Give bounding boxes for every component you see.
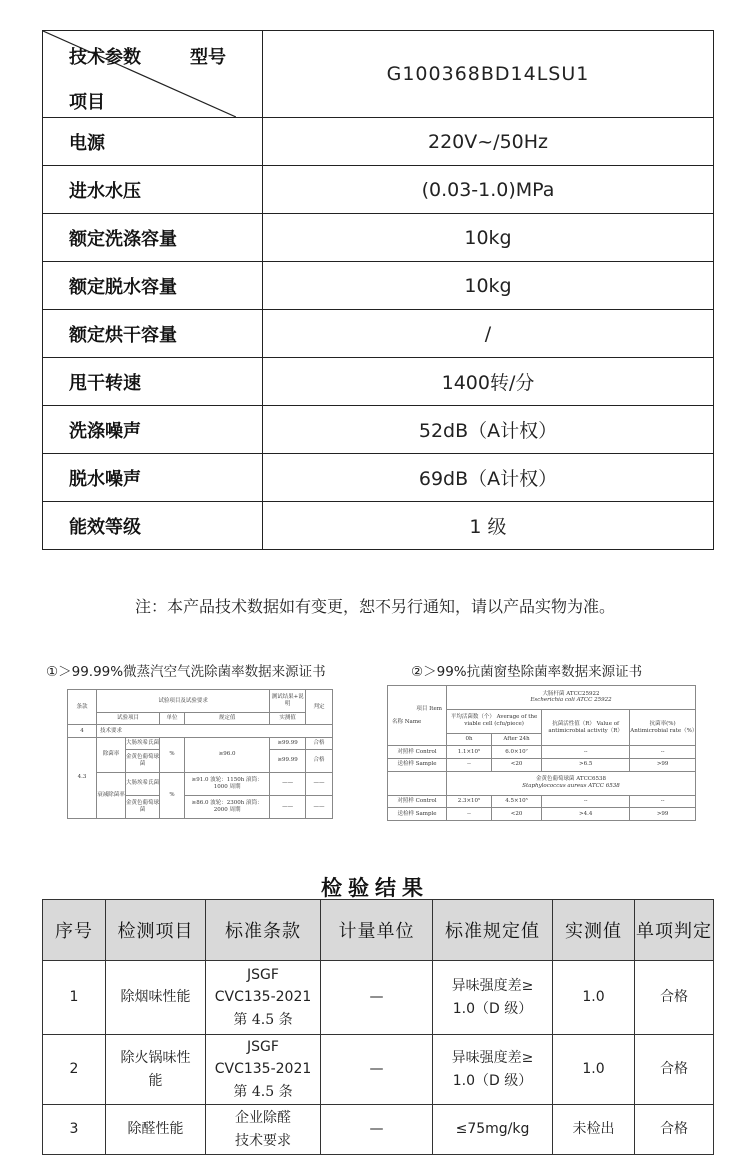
result-item: 除火锅味性能	[106, 1035, 206, 1105]
spec-row	[43, 214, 714, 262]
spec-row	[43, 358, 714, 406]
results-row	[43, 961, 714, 1035]
cert2-c-act: --	[542, 746, 630, 759]
cert2-s2-0h: --	[447, 808, 492, 821]
cert2-rate: 抗菌率(%) Antimicrobial rate（%）	[630, 709, 696, 746]
spec-label: 脱水噪声	[43, 454, 263, 502]
cert2-s-24h: <20	[491, 759, 541, 772]
spec-value: 10kg	[263, 214, 714, 262]
cert1-r4-no: 4	[68, 725, 97, 737]
spec-value: 1 级	[263, 502, 714, 550]
certificate-2	[387, 685, 696, 821]
spec-label: 额定脱水容量	[43, 262, 263, 310]
cert2-control: 对照样 Control	[388, 746, 447, 759]
result-clause-1: 企业除醛	[235, 1110, 291, 1127]
cert1-table	[67, 689, 333, 819]
spec-label: 能效等级	[43, 502, 263, 550]
cert2-s-act: >6.5	[542, 759, 630, 772]
cert1-g2-unit: %	[160, 772, 185, 818]
results-header-row	[43, 900, 714, 961]
spec-row	[43, 310, 714, 358]
cert2-s2-24h: <20	[491, 808, 541, 821]
cert2-c2-24h: 4.5×10⁵	[491, 795, 541, 808]
results-header-clause: 标准条款	[206, 900, 321, 961]
spec-row	[43, 454, 714, 502]
cert1-r4-text: 技术要求	[97, 725, 333, 737]
cert1-g1-b-val: ≥99.99	[270, 749, 306, 772]
result-clause	[206, 1105, 321, 1155]
cert1-h-judge: 判定	[306, 690, 333, 725]
result-std	[433, 1035, 553, 1105]
cert1-g1-a: 大肠埃希氏菌	[126, 737, 160, 749]
spec-value: /	[263, 310, 714, 358]
cert2-h-item: 项目 Item	[416, 705, 442, 712]
disclaimer-note: 注：本产品技术数据如有变更，恕不另行通知，请以产品实物为准。	[134, 597, 615, 616]
cert1-dash-b2: ——	[306, 795, 333, 818]
result-unit: —	[321, 961, 433, 1035]
cert2-s-rate: >99	[630, 759, 696, 772]
cert2-sample: 送检样 Sample	[388, 759, 447, 772]
cert2-table	[387, 685, 696, 821]
cert1-g2-spec-a: ≥91.0 波轮：1150h 滚筒：1000 周期	[185, 772, 270, 795]
cert1-g1: 除菌率	[97, 737, 126, 772]
spec-label: 额定洗涤容量	[43, 214, 263, 262]
results-table	[42, 899, 714, 1155]
results-title: 检验结果	[321, 875, 429, 900]
result-std-1: 异味强度差≥	[451, 1050, 534, 1067]
cert1-h-sub-item: 试验项目	[97, 713, 160, 725]
result-clause	[206, 1035, 321, 1105]
spec-value: 1400转/分	[263, 358, 714, 406]
result-measured: 1.0	[553, 961, 635, 1035]
result-judge: 合格	[635, 1105, 714, 1155]
cert2-h24: After 24h	[491, 733, 541, 746]
results-row	[43, 1035, 714, 1105]
results-header-std: 标准规定值	[433, 900, 553, 961]
result-measured: 1.0	[553, 1035, 635, 1105]
result-std-2: 1.0（D 级）	[452, 1000, 533, 1017]
cert2-control-2: 对照样 Control	[388, 795, 447, 808]
header-model-label: 型号	[190, 47, 226, 68]
cert1-r43-no: 4.3	[68, 737, 97, 818]
result-clause-1: JSGF	[247, 966, 279, 983]
spec-row	[43, 406, 714, 454]
result-no: 1	[43, 961, 106, 1035]
result-std: ≤75mg/kg	[433, 1105, 553, 1155]
spec-header-row	[43, 31, 714, 118]
cert1-h-result: 测试结果+说明	[270, 690, 306, 713]
spec-row	[43, 502, 714, 550]
cert2-blank	[388, 771, 447, 795]
cert1-h-unit: 单位	[160, 713, 185, 725]
result-clause-3: 第 4.5 条	[233, 1083, 293, 1100]
result-clause-2: 技术要求	[235, 1132, 291, 1149]
cert1-g1-b: 金黄色葡萄球菌	[126, 749, 160, 772]
result-item: 除醛性能	[106, 1105, 206, 1155]
cert1-h-item: 试验项目及试验要求	[97, 690, 270, 713]
result-clause-3: 第 4.5 条	[233, 1011, 293, 1028]
results-header-no: 序号	[43, 900, 106, 961]
cert2-c2-act: --	[542, 795, 630, 808]
cert1-dash-a2: ——	[306, 772, 333, 795]
cert1-g1-unit: %	[160, 737, 185, 772]
cert1-h-measured: 实测值	[270, 713, 306, 725]
cert2-ecoli	[447, 686, 696, 710]
spec-row	[43, 166, 714, 214]
result-judge: 合格	[635, 961, 714, 1035]
results-header-unit: 计量单位	[321, 900, 433, 961]
result-unit: —	[321, 1105, 433, 1155]
spec-label: 甩干转速	[43, 358, 263, 406]
cert2-s2-act: >4.4	[542, 808, 630, 821]
cert1-dash-a: ——	[270, 772, 306, 795]
result-clause	[206, 961, 321, 1035]
spec-value: 10kg	[263, 262, 714, 310]
spec-row	[43, 262, 714, 310]
result-measured: 未检出	[553, 1105, 635, 1155]
header-tech-params: 技术参数	[69, 47, 141, 68]
spec-value: 220V~/50Hz	[263, 118, 714, 166]
cert1-g2-spec-b: ≥86.0 波轮：2300h 滚筒：2000 周期	[185, 795, 270, 818]
cert2-staph-title: 金黄色葡萄球菌 ATCC6538	[535, 776, 606, 783]
spec-value: (0.03-1.0)MPa	[263, 166, 714, 214]
cert1-g2: 衰减除菌率	[97, 772, 126, 818]
results-header-judge: 单项判定	[635, 900, 714, 961]
cert1-dash-b: ——	[270, 795, 306, 818]
spec-table	[42, 30, 714, 550]
spec-label: 额定烘干容量	[43, 310, 263, 358]
cert1-h-clause: 条款	[68, 690, 97, 725]
spec-label: 进水水压	[43, 166, 263, 214]
cert2-ecoli-title: 大肠杆菌 ATCC25922	[542, 690, 600, 697]
results-header-measured: 实测值	[553, 900, 635, 961]
result-std	[433, 961, 553, 1035]
cert2-ecoli-latin: Escherichia coli ATCC 25922	[530, 697, 612, 704]
cert2-c2-0h: 2.3×10⁵	[447, 795, 492, 808]
cert2-h-name: 名称 Name	[392, 718, 422, 725]
cert1-g1-a-j: 合格	[306, 737, 333, 749]
spec-label: 电源	[43, 118, 263, 166]
result-clause-2: CVC135-2021	[214, 1061, 312, 1078]
cert2-corner	[388, 686, 447, 746]
results-header-item: 检测项目	[106, 900, 206, 961]
cert2-staph-latin: Staphylococcus aureus ATCC 6538	[522, 783, 620, 790]
certificate-1	[67, 689, 333, 819]
cert1-g1-a-val: ≥99.99	[270, 737, 306, 749]
cert2-c-24h: 6.0×10⁷	[491, 746, 541, 759]
spec-row	[43, 118, 714, 166]
result-clause-1: JSGF	[247, 1039, 279, 1055]
cert1-g1-spec: ≥96.0	[185, 737, 270, 772]
result-clause-2: CVC135-2021	[214, 989, 312, 1006]
cert-caption-2: ②＞99%抗菌窗垫除菌率数据来源证书	[411, 664, 643, 680]
cert2-c-rate: --	[630, 746, 696, 759]
cert2-s-0h: --	[447, 759, 492, 772]
header-item-label: 项目	[69, 92, 105, 113]
spec-header-diagonal-cell	[43, 31, 263, 118]
cert2-c-0h: 1.1×10⁵	[447, 746, 492, 759]
cert-caption-1: ①＞99.99%微蒸汽空气洗除菌率数据来源证书	[46, 664, 326, 680]
cert2-h0: 0h	[447, 733, 492, 746]
cert2-activity: 抗菌活性值（R） Value of antimicrobial activity（R）	[542, 709, 630, 746]
result-judge: 合格	[635, 1035, 714, 1105]
cert2-s2-rate: >99	[630, 808, 696, 821]
spec-value: 52dB（A计权）	[263, 406, 714, 454]
cert2-sample-2: 送检样 Sample	[388, 808, 447, 821]
cert1-g1-b-j: 合格	[306, 749, 333, 772]
cert2-staph	[447, 771, 696, 795]
result-item: 除烟味性能	[106, 961, 206, 1035]
result-unit: —	[321, 1035, 433, 1105]
result-std-1: 异味强度差≥	[451, 978, 534, 995]
cert2-avg: 平均活菌数（个） Average of the viable cell (cfu/piece)	[447, 709, 542, 733]
results-row	[43, 1105, 714, 1155]
cert1-g2-b: 金黄色葡萄球菌	[126, 795, 160, 818]
result-no: 3	[43, 1105, 106, 1155]
spec-label: 洗涤噪声	[43, 406, 263, 454]
result-std-2: 1.0（D 级）	[452, 1072, 533, 1089]
model-number: G100368BD14LSU1	[263, 31, 714, 118]
cert2-c2-rate: --	[630, 795, 696, 808]
spec-value: 69dB（A计权）	[263, 454, 714, 502]
cert1-h-spec: 规定值	[185, 713, 270, 725]
cert1-g2-a: 大肠埃希氏菌	[126, 772, 160, 795]
result-no: 2	[43, 1035, 106, 1105]
